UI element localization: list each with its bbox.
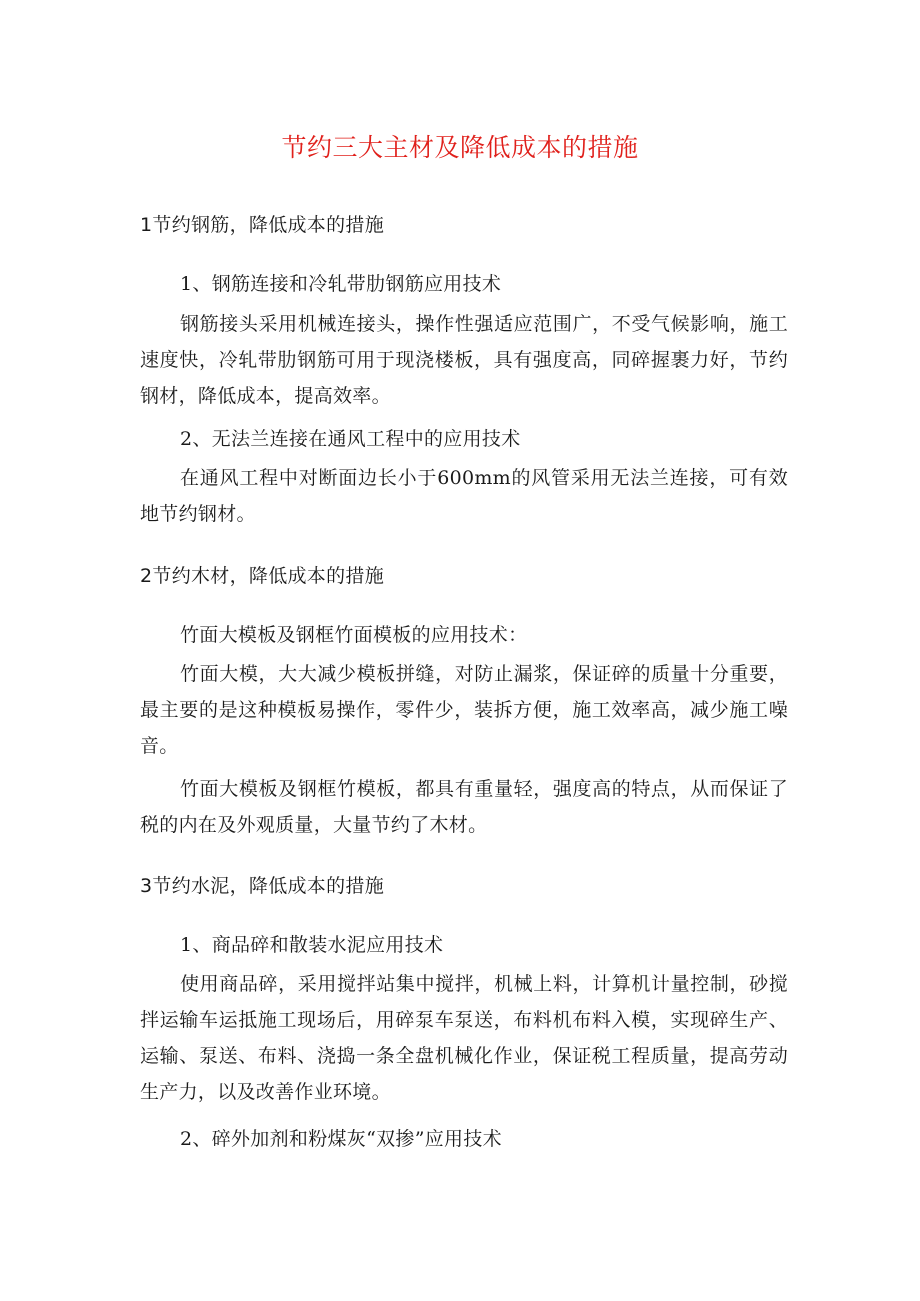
subheading-admixture: 2、碎外加剂和粉煤灰“双掺”应用技术 xyxy=(180,1128,502,1150)
subheading-ready-mix: 1、商品碎和散装水泥应用技术 xyxy=(180,934,444,956)
paragraph-bamboo-formwork: 竹面大模，大大减少模板拼缝，对防止漏浆，保证碎的质量十分重要，最主要的是这种模板易操作，零件少，装拆方便，施工效率高，减少施工噪音。 xyxy=(140,663,788,757)
section-heading-steel: 1节约钢筋，降低成本的措施 xyxy=(140,214,384,236)
paragraph-ready-mix: 使用商品碎，采用搅拌站集中搅拌，机械上料，计算机计量控制，砂搅拌运输车运抵施工现场后，用碎泵车泵送，布料机布料入模，实现碎生产、运输、泵送、布料、浇捣一条全盘机械化作业，保证税工程质量，提高劳动生产力，以及改善作业环境。 xyxy=(140,973,788,1103)
paragraph-flangeless: 在通风工程中对断面边长小于600mm的风管采用无法兰连接，可有效地节约钢材。 xyxy=(140,467,788,525)
subheading-bamboo-formwork: 竹面大模板及钢框竹面模板的应用技术： xyxy=(180,624,528,646)
paragraph-steel-connection: 钢筋接头采用机械连接头，操作性强适应范围广，不受气候影响，施工速度快，冷轧带肋钢筋可用于现浇楼板，具有强度高，同碎握裹力好，节约钢材，降低成本，提高效率。 xyxy=(140,313,788,407)
section-heading-cement: 3节约水泥，降低成本的措施 xyxy=(140,875,384,897)
section-heading-timber: 2节约木材，降低成本的措施 xyxy=(140,565,384,587)
document-title: 节约三大主材及降低成本的措施 xyxy=(281,133,639,162)
subheading-flangeless: 2、无法兰连接在通风工程中的应用技术 xyxy=(180,428,521,450)
paragraph-bamboo-formwork-2: 竹面大模板及钢框竹模板，都具有重量轻，强度高的特点，从而保证了税的内在及外观质量，大量节约了木材。 xyxy=(140,778,788,836)
subheading-steel-connection: 1、钢筋连接和冷轧带肋钢筋应用技术 xyxy=(180,273,502,295)
